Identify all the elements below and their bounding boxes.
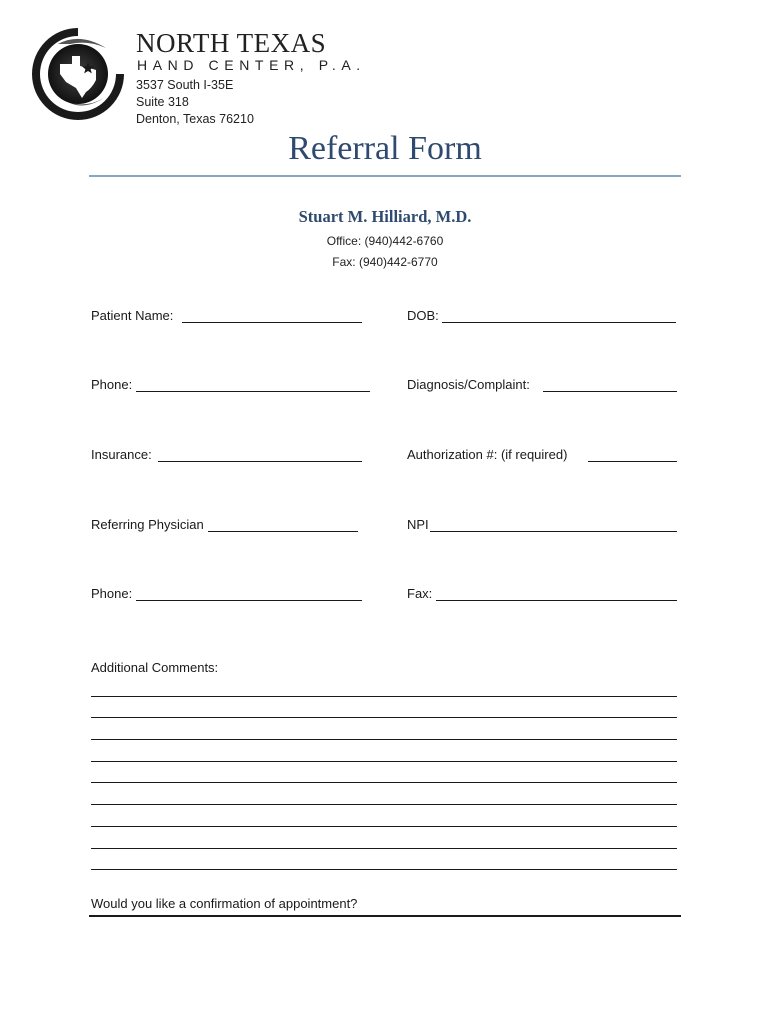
- phone2-field[interactable]: [136, 600, 362, 601]
- brand-subtitle: HAND CENTER, P.A.: [137, 57, 366, 73]
- comment-line[interactable]: [91, 826, 677, 827]
- confirmation-question: Would you like a confirmation of appointment?: [91, 896, 358, 911]
- comment-line[interactable]: [91, 782, 677, 783]
- office-phone: Office: (940)442-6760: [326, 234, 444, 248]
- address-line-2: Suite 318: [136, 95, 189, 109]
- comment-line[interactable]: [91, 869, 677, 870]
- fax-number: Fax: (940)442-6770: [332, 255, 438, 269]
- bottom-divider: [89, 915, 681, 917]
- comment-line[interactable]: [91, 717, 677, 718]
- diagnosis-field[interactable]: [543, 391, 677, 392]
- fax2-field[interactable]: [436, 600, 677, 601]
- comment-line[interactable]: [91, 761, 677, 762]
- phone-label: Phone:: [91, 377, 133, 392]
- comment-line[interactable]: [91, 739, 677, 740]
- patient-name-field[interactable]: [182, 322, 362, 323]
- referring-physician-label: Referring Physician: [91, 517, 204, 532]
- dob-field[interactable]: [442, 322, 676, 323]
- brand-name: NORTH TEXAS: [136, 28, 327, 58]
- address-line-1: 3537 South I-35E: [136, 78, 234, 92]
- comments-label: Additional Comments:: [91, 660, 219, 675]
- fax2-label: Fax:: [407, 586, 433, 601]
- form-title: Referral Form: [288, 130, 482, 167]
- insurance-field[interactable]: [158, 461, 362, 462]
- title-divider: [89, 175, 681, 177]
- npi-field[interactable]: [430, 531, 677, 532]
- doctor-name: Stuart M. Hilliard, M.D.: [298, 207, 472, 226]
- referring-physician-field[interactable]: [208, 531, 358, 532]
- comment-line[interactable]: [91, 696, 677, 697]
- address-line-3: Denton, Texas 76210: [136, 112, 254, 126]
- insurance-label: Insurance:: [91, 447, 152, 462]
- north-texas-hand-center-logo: [30, 26, 126, 122]
- comment-line[interactable]: [91, 804, 677, 805]
- npi-label: NPI: [407, 517, 429, 532]
- dob-label: DOB:: [407, 308, 439, 323]
- comment-line[interactable]: [91, 848, 677, 849]
- authorization-field[interactable]: [588, 461, 677, 462]
- phone2-label: Phone:: [91, 586, 133, 601]
- phone-field[interactable]: [136, 391, 370, 392]
- patient-name-label: Patient Name:: [91, 308, 174, 323]
- diagnosis-label: Diagnosis/Complaint:: [407, 377, 530, 392]
- authorization-label: Authorization #: (if required): [407, 447, 568, 462]
